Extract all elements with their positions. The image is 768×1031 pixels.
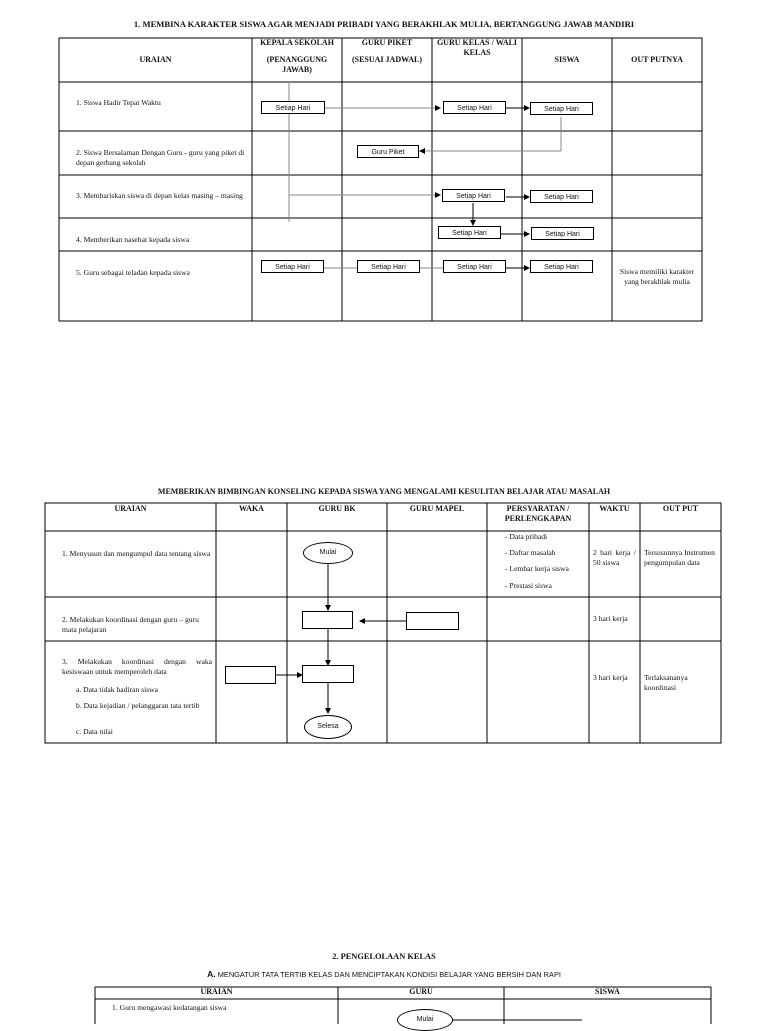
t3-header-siswa: SISWA [595, 987, 620, 996]
flow-box-siswa-row5: Setiap Hari [530, 260, 593, 273]
t2-row3-item-a: a. Data tidak hadiran siswa [76, 685, 159, 694]
header-wali-kelas: GURU KELAS / WALI KELAS [436, 38, 518, 57]
row5-output: Siswa memiliki karakter yang berakhlak mulia [619, 267, 695, 286]
section3-title: 2. PENGELOLAAN KELAS [332, 952, 436, 961]
t2-header-waka: WAKA [239, 504, 264, 513]
t2-row3-item-b: b. Data kejadian / pelanggaran tata tertib [76, 701, 200, 710]
flow-box-kepala-row1: Setiap Hari [261, 101, 325, 114]
flow-box-waka-row3 [225, 666, 276, 684]
t2-waktu-2: 3 hari kerja [593, 614, 628, 623]
flow-box-mapel-row2 [406, 612, 459, 630]
t2-waktu-1: 2 hari kerja / 50 siswa [593, 548, 636, 567]
t2-header-waktu: WAKTU [599, 504, 630, 513]
flow-box-gurubk-row3 [302, 665, 354, 683]
t2-syarat-3: - Lembar kerja siswa [505, 564, 569, 573]
flow-box-wali-row5: Setiap Hari [443, 260, 506, 273]
t2-syarat-4: - Prestasi siswa [505, 581, 552, 590]
t3-header-uraian: URAIAN [200, 987, 233, 996]
header-output: OUT PUTNYA [631, 55, 683, 64]
t3-row1-text: 1. Guru mengawasi kedatangan siswa [112, 1003, 227, 1012]
flow-box-piket-row2: Guru Piket [357, 145, 419, 158]
section2-title: MEMBERIKAN BIMBINGAN KONSELING KEPADA SISWA YANG MENGALAMI KESULITAN BELAJAR ATAU MASALAH [157, 487, 611, 496]
header-kepala-sekolah: KEPALA SEKOLAH [260, 38, 334, 47]
t2-row3-text: 3. Melakukan koordinasi dengan waka kesiswaan untuk memperoleh data [62, 657, 212, 676]
row5-text: 5. Guru sebagai teladan kepada siswa [76, 268, 190, 277]
flow-box-wali-row1: Setiap Hari [443, 101, 506, 114]
header-siswa: SISWA [554, 55, 580, 64]
section3-subtitle-letter: A. [207, 969, 216, 979]
t2-header-output: OUT PUT [662, 504, 699, 513]
t2-header-persyaratan: PERSYARATAN / PERLENGKAPAN [504, 504, 572, 523]
flow-box-siswa-row1: Setiap Hari [530, 102, 593, 115]
section3-subtitle-text: MENGATUR TATA TERTIB KELAS DAN MENCIPTAKAN KONDISI BELAJAR YANG BERSIH DAN RAPI [217, 970, 561, 979]
t2-row3-item-c: c. Data nilai [76, 727, 113, 736]
flow-oval-selesai: Selesa [304, 715, 352, 739]
flow-box-gurubk-row2 [302, 611, 353, 629]
row4-text: 4. Memberikan nasehat kepada siswa [76, 235, 190, 244]
section3-subtitle [0, 969, 768, 979]
t3-header-guru: GURU [409, 987, 433, 996]
section1-title: 1. MEMBINA KARAKTER SISWA AGAR MENJADI PRIBADI YANG BERAKHLAK MULIA, BERTANGGUNG JAWAB MANDIRI [133, 19, 635, 29]
flow-oval-mulai: Mulai [303, 542, 353, 564]
t2-row1-text: 1. Menyusun dan mengumpul data tentang siswa [62, 549, 211, 558]
header-guru-piket-sub: (SESUAI JADWAL) [351, 55, 422, 64]
t2-header-uraian: URAIAN [114, 504, 147, 513]
flow-box-wali-row3: Setiap Hari [442, 189, 505, 202]
header-guru-piket: GURU PIKET [361, 38, 413, 47]
t2-header-guru-mapel: GURU MAPEL [409, 504, 465, 513]
flow-box-piket-row5: Setiap Hari [357, 260, 420, 273]
flow-box-siswa-row4: Setiap Hari [531, 227, 594, 240]
flow-box-wali-row4: Setiap Hari [438, 226, 501, 239]
row3-text: 3. Membariskan siswa di depan kelas masing – masing [76, 191, 243, 200]
t2-header-guru-bk: GURU BK [318, 504, 356, 513]
t2-syarat-1: - Data pribadi [505, 532, 548, 541]
t2-waktu-3: 3 hari kerja [593, 673, 628, 682]
t2-row2-text: 2. Melakukan koordinasi dengan guru – guru mata pelajaran [62, 615, 199, 634]
t2-output-3: Terlaksananya koordinasi [644, 673, 688, 692]
flow-box-siswa-row3: Setiap Hari [530, 190, 593, 203]
flow-box-kepala-row5: Setiap Hari [261, 260, 324, 273]
t2-syarat-2: - Daftar masalah [505, 548, 556, 557]
t3-flow-oval-mulai: Mulai [397, 1009, 453, 1031]
header-kepala-sub: (PENANGGUNG JAWAB) [266, 55, 328, 74]
row1-text: 1. Siswa Hadir Tepat Waktu [76, 98, 161, 107]
header-uraian: URAIAN [139, 55, 172, 64]
row2-text: 2. Siswa Bersalaman Dengan Guru - guru yang piket di depan gerbang sekolah [76, 148, 245, 167]
t2-output-1: Tersusunnya Instrumen pengumpulan data [644, 548, 715, 567]
